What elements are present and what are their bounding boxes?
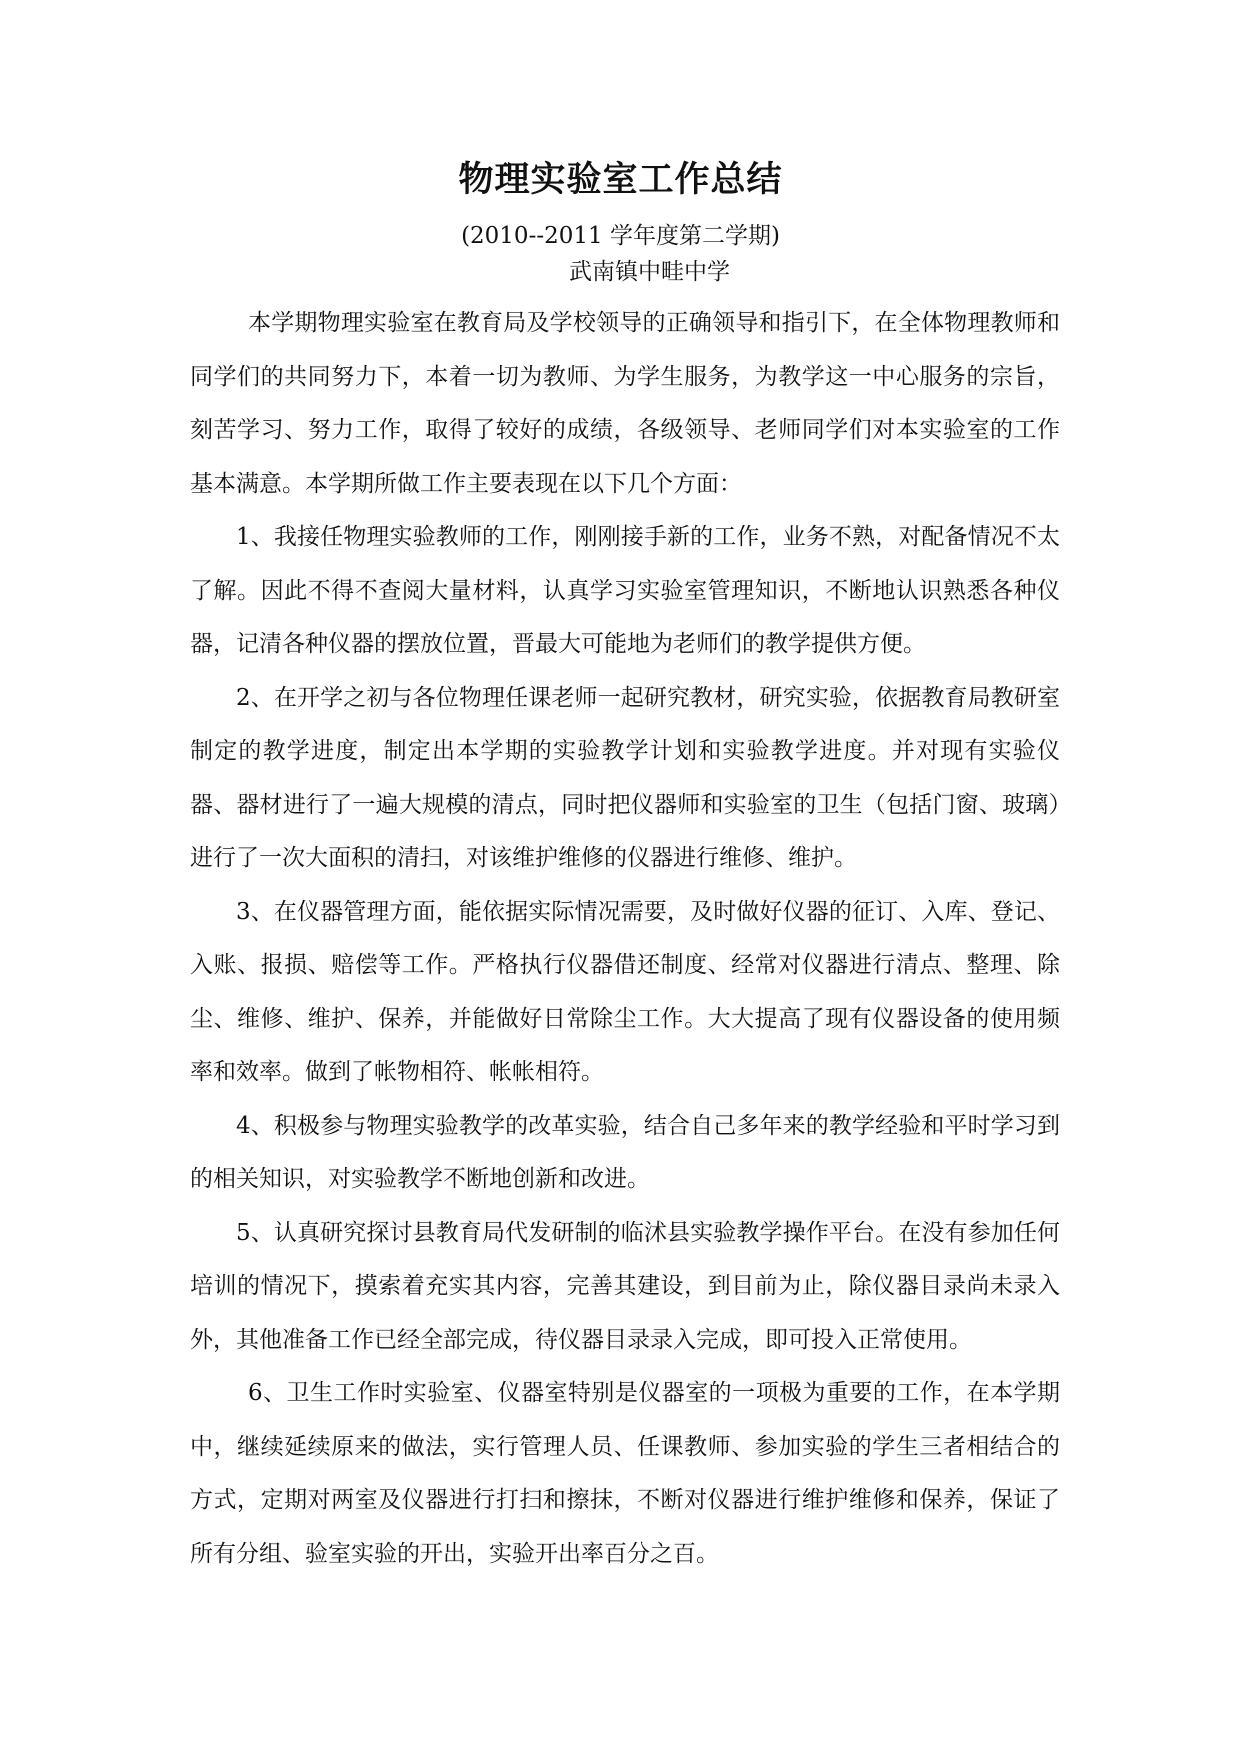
document-subtitle: (2010--2011 学年度第二学期) [461, 223, 780, 249]
paragraph-item-4: 4、积极参与物理实验教学的改革实验，结合自己多年来的教学经验和平时学习到的相关知识，对实验教学不断地创新和改进。 [190, 1112, 1060, 1192]
paragraph-item-2: 2、在开学之初与各位物理任课老师一起研究教材，研究实验，依据教育局教研室制定的教学进度，制定出本学期的实验教学计划和实验教学进度。并对现有实验仪器、器材进行了一遍大规模的清点，同时把仪器师和实验室的卫生（包括门窗、玻璃）进行了一次大面积的清扫，对该维护维修的仪器进行维修、维护。 [190, 684, 1060, 871]
paragraph-item-6: 6、卫生工作时实验室、仪器室特别是仪器室的一项极为重要的工作，在本学期中，继续延续原来的做法，实行管理人员、任课教师、参加实验的学生三者相结合的方式，定期对两室及仪器进行打扫和擦抹，不断对仪器进行维护维修和保养，保证了所有分组、验室实验的开出，实验开出率百分之百。 [190, 1380, 1060, 1567]
paragraph-item-1: 1、我接任物理实验教师的工作，刚刚接手新的工作，业务不熟，对配备情况不太了解。因此不得不查阅大量材料，认真学习实验室管理知识，不断地认识熟悉各种仪器，记清各种仪器的摆放位置，晋最大可能地为老师们的教学提供方便。 [190, 524, 1060, 657]
paragraph-item-5: 5、认真研究探讨县教育局代发研制的临沭县实验教学操作平台。在没有参加任何培训的情况下，摸索着充实其内容，完善其建设，到目前为止，除仪器目录尚未录入外，其他准备工作已经全部完成，待仪器目录录入完成，即可投入正常使用。 [190, 1219, 1060, 1353]
school-name: 武南镇中畦中学 [569, 259, 730, 285]
paragraph-item-3: 3、在仪器管理方面，能依据实际情况需要，及时做好仪器的征订、入库、登记、入账、报损、赔偿等工作。严格执行仪器借还制度、经常对仪器进行清点、整理、除尘、维修、维护、保养，并能做好日常除尘工作。大大提高了现有仪器设备的使用频率和效率。做到了帐物相符、帐帐相符。 [190, 898, 1060, 1085]
document-title: 物理实验室工作总结 [458, 160, 783, 200]
intro-paragraph: 本学期物理实验室在教育局及学校领导的正确领导和指引下，在全体物理教师和同学们的共同努力下，本着一切为教师、为学生服务，为教学这一中心服务的宗旨，刻苦学习、努力工作，取得了较好的成绩，各级领导、老师同学们对本实验室的工作基本满意。本学期所做工作主要表现在以下几个方面： [190, 310, 1060, 497]
document-body [190, 297, 1060, 1581]
